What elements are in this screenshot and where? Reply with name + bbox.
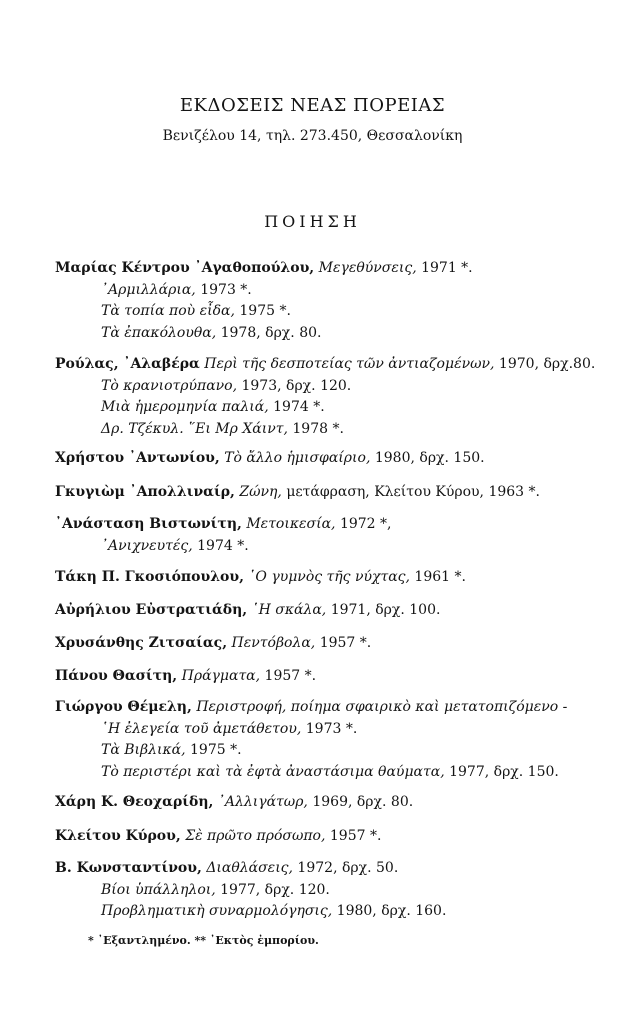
entry-title: Τὸ περιστέρι καὶ τὰ ἐφτὰ ἀναστάσιμα θαύματα, (101, 763, 445, 780)
entry (55, 448, 607, 470)
entry-details: 1977, δρχ. 120. (215, 881, 330, 898)
entry (55, 354, 607, 440)
entry-title: ῾Ο γυμνὸς τῆς νύχτας, (248, 569, 410, 585)
entry-continuation-line (55, 323, 607, 345)
entry-details: 1957 *. (260, 668, 317, 684)
entry-details: 1974 *. (268, 399, 325, 415)
entry-title: Διαθλάσεις, (206, 860, 293, 876)
entry-title: Τὸ κρανιοτρύπανο, (101, 377, 238, 394)
entry-continuation-line (55, 301, 607, 323)
entry-details: 1971, δρχ. 100. (326, 602, 441, 618)
entry-title: Μεγεθύνσεις, (318, 260, 417, 276)
entry-continuation-line (55, 719, 607, 741)
entry-continuation-line (55, 419, 607, 441)
entry-title: ᾿Ανιχνευτές, (101, 537, 193, 554)
entry-title: ῾Η σκάλα, (251, 602, 327, 618)
entry-details: 1977, δρχ. 150. (444, 763, 559, 780)
entry-title: Μετοικεσία, (246, 516, 336, 532)
entry-details: 1978 *. (287, 420, 344, 437)
entry (55, 666, 607, 688)
entry-author: ᾿Ανάσταση Βιστωνίτη, (55, 516, 242, 532)
entry-continuation-line (55, 901, 607, 923)
entry (55, 858, 607, 923)
entry (55, 633, 607, 655)
entry-details: 1969, δρχ. 80. (307, 794, 414, 810)
entry-first-line (55, 567, 607, 589)
entry (55, 514, 607, 557)
entry-first-line (55, 858, 607, 880)
entry-first-line (55, 697, 607, 719)
entry-author: Β. Κωνσταντίνου, (55, 860, 202, 876)
entry-first-line (55, 666, 607, 688)
entry-title: Πεντόβολα, (231, 635, 316, 651)
entry-title: ῾Η ἐλεγεία τοῦ ἀμετάθετου, (101, 720, 302, 737)
entry-first-line (55, 354, 607, 376)
entry-first-line (55, 514, 607, 536)
entry-author: Χρυσάνθης Ζιτσαίας, (55, 635, 228, 651)
entry-title: Μιὰ ἡμερομηνία παλιά, (101, 399, 269, 415)
entry-author: Γιώργου Θέμελη, (55, 699, 192, 715)
entry-title: Περιστροφή, ποίημα σφαιρικὸ καὶ μετατοπιζόμενο - (196, 699, 568, 715)
entry-author: Χάρη Κ. Θεοχαρίδη, (55, 794, 214, 810)
entry (55, 697, 607, 783)
entry-first-line (55, 826, 607, 848)
entry-title: Τὸ ἄλλο ἡμισφαίριο, (224, 450, 371, 466)
entry-title: Βίοι ὑπάλληλοι, (101, 881, 216, 898)
entry-first-line (55, 792, 607, 814)
entry-author: Ρούλας, ᾿Αλαβέρα (55, 356, 200, 372)
entry-first-line (55, 633, 607, 655)
entry-continuation-line (55, 740, 607, 762)
entry-continuation-line (55, 397, 607, 419)
entry-continuation-line (55, 536, 607, 558)
entry-details: 1975 *. (185, 742, 242, 758)
entry-title: ᾿Αρμιλλάρια, (101, 281, 196, 298)
entry-details: 1974 *. (192, 537, 249, 554)
entry-details: 1975 *. (234, 303, 291, 319)
entry-details: 1957 *. (315, 635, 372, 651)
entry-first-line (55, 482, 607, 504)
entry-title: Δρ. Τζέκυλ. ῞Ει Μρ Χάιντ, (101, 420, 288, 437)
entry-continuation-line (55, 880, 607, 902)
entry-title: Ζώνη, (239, 484, 282, 500)
publisher-heading: ΕΚΔΟΣΕΙΣ ΝΕΑΣ ΠΟΡΕΙΑΣ (179, 95, 446, 116)
entry-details: 1957 *. (325, 828, 382, 844)
entry-author: Τάκη Π. Γκοσιόπουλου, (55, 569, 244, 585)
entry (55, 482, 607, 504)
entry-title: Πράγματα, (181, 668, 261, 684)
entry-details: 1973 *. (195, 281, 252, 298)
section-title: ΠΟΙΗΣΗ (264, 212, 361, 231)
entry-continuation-line (55, 762, 607, 784)
entry-details: 1978, δρχ. 80. (216, 324, 322, 341)
footnote: * ᾿Εξαντλημένο. ** ᾿Εκτὸς ἐμπορίου. (88, 934, 319, 947)
entry-details: 1973 *. (301, 720, 358, 737)
entry-details: 1961 *. (409, 569, 466, 585)
entry-title: Προβληματικὴ συναρμολόγησις, (101, 903, 333, 919)
entry-title: Σὲ πρῶτο πρόσωπο, (185, 828, 326, 844)
entry (55, 826, 607, 848)
entry-details: 1973, δρχ. 120. (237, 377, 352, 394)
entry-title: Περὶ τῆς δεσποτείας τῶν ἀντιαζομένων, (204, 356, 495, 372)
entry-details: μετάφραση, Κλείτου Κύρου, 1963 *. (281, 484, 540, 500)
entry-author: Κλείτου Κύρου, (55, 828, 181, 844)
entry-continuation-line (55, 280, 607, 302)
entry-details: 1970, δρχ.80. (494, 356, 596, 372)
entry-first-line (55, 600, 607, 622)
entry-author: Πάνου Θασίτη, (55, 668, 178, 684)
entry-continuation-line (55, 376, 607, 398)
entry (55, 567, 607, 589)
publisher-address: Βενιζέλου 14, τηλ. 273.450, Θεσσαλονίκη (162, 128, 463, 144)
entry-author: Γκυγιὼμ ᾿Απολλιναίρ, (55, 484, 235, 500)
entry-first-line (55, 448, 607, 470)
entry-author: Αὐρήλιου Εὐστρατιάδη, (55, 602, 248, 618)
entry-details: 1980, δρχ. 150. (370, 450, 485, 466)
entry (55, 600, 607, 622)
entry-title: Τὰ ἐπακόλουθα, (101, 324, 217, 341)
entry (55, 258, 607, 344)
entry-details: 1972, δρχ. 50. (292, 860, 399, 876)
entry-details: 1980, δρχ. 160. (332, 903, 447, 919)
entry-author: Μαρίας Κέντρου ᾿Αγαθοπούλου, (55, 260, 315, 276)
entry-details: 1971 *. (416, 260, 473, 276)
entry-title: Τὰ Βιβλικά, (101, 742, 186, 758)
entry-first-line (55, 258, 607, 280)
entry-details: 1972 *, (335, 516, 392, 532)
entry (55, 792, 607, 814)
entry-title: Τὰ τοπία ποὺ εἶδα, (101, 303, 235, 319)
entry-title: ᾿Αλλιγάτωρ, (217, 794, 308, 810)
entry-author: Χρήστου ᾿Αντωνίου, (55, 450, 220, 466)
